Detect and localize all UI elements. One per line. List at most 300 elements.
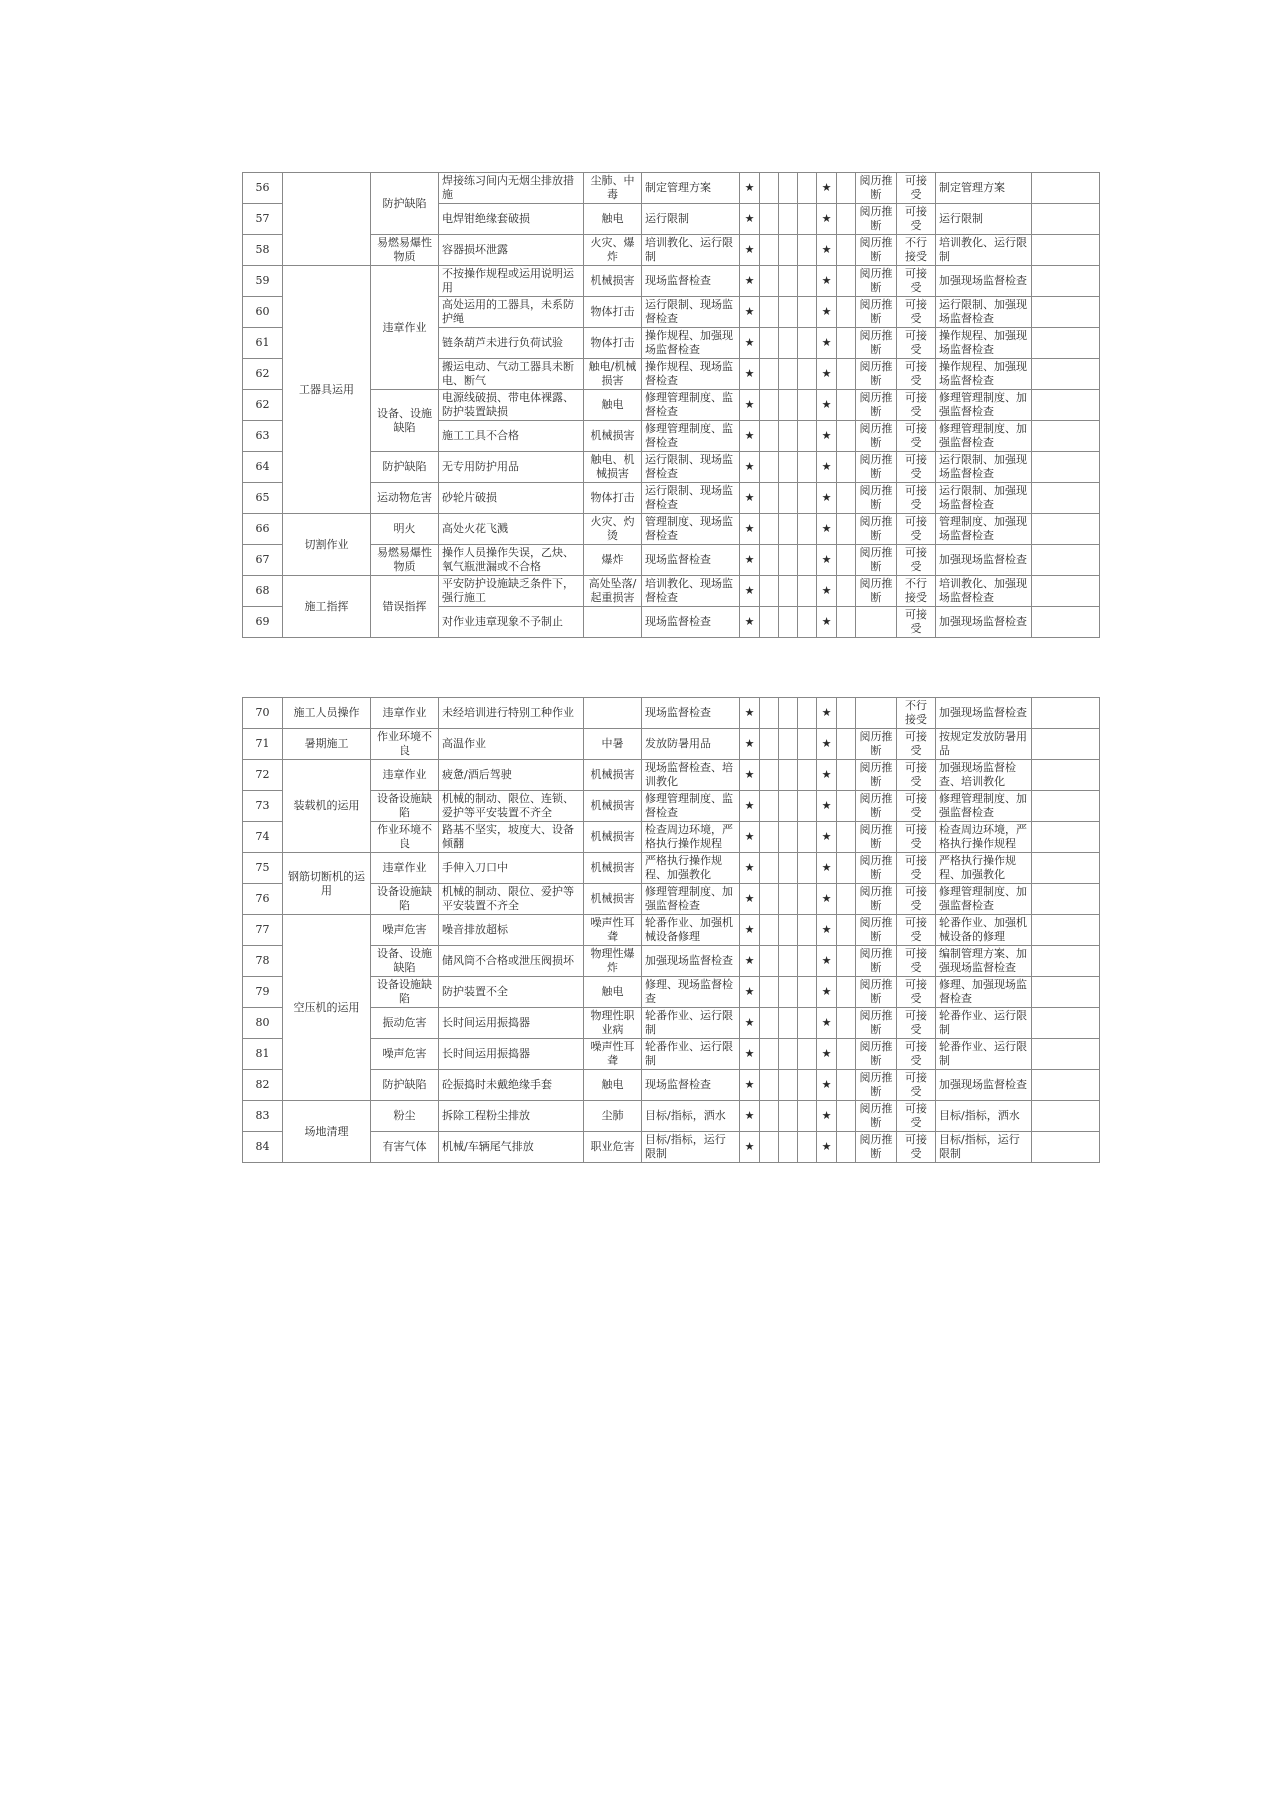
acceptability-cell: 可接受 [897, 915, 936, 946]
possible-consequence-cell: 机械损害 [584, 822, 642, 853]
hazard-description-cell: 噪音排放超标 [439, 915, 584, 946]
risk-level-2-cell [760, 545, 779, 576]
acceptability-cell: 可接受 [897, 1132, 936, 1163]
risk-level-2-cell [760, 328, 779, 359]
evaluation-method-cell: 阅历推断 [856, 1039, 897, 1070]
hazard-type-cell: 明火 [371, 514, 439, 545]
control-measure-cell: 加强现场监督检查 [936, 607, 1032, 638]
risk-level-3-cell [779, 1101, 798, 1132]
hazard-description-cell: 路基不坚实，坡度大、设备倾翻 [439, 822, 584, 853]
evaluation-method-cell [856, 698, 897, 729]
risk-level-4-cell [798, 483, 817, 514]
existing-control-cell: 培训教化、现场监督检查 [642, 576, 740, 607]
evaluation-mark-1-cell: ★ [817, 607, 837, 638]
risk-level-1-cell: ★ [740, 266, 760, 297]
remarks-cell [1032, 1132, 1100, 1163]
risk-level-1-cell: ★ [740, 1008, 760, 1039]
existing-control-cell: 轮番作业、运行限制 [642, 1039, 740, 1070]
control-measure-cell: 运行限制、加强现场监督检查 [936, 452, 1032, 483]
row-number-cell: 81 [243, 1039, 283, 1070]
row-number-cell: 62 [243, 359, 283, 390]
evaluation-mark-2-cell [837, 328, 856, 359]
hazard-type-cell: 违章作业 [371, 266, 439, 390]
possible-consequence-cell: 物体打击 [584, 483, 642, 514]
acceptability-cell: 可接受 [897, 297, 936, 328]
hazard-type-cell: 易燃易爆性物质 [371, 545, 439, 576]
row-number-cell: 77 [243, 915, 283, 946]
hazard-type-cell: 设备设施缺陷 [371, 977, 439, 1008]
remarks-cell [1032, 545, 1100, 576]
evaluation-method-cell: 阅历推断 [856, 791, 897, 822]
possible-consequence-cell: 物理性职业病 [584, 1008, 642, 1039]
evaluation-method-cell: 阅历推断 [856, 1101, 897, 1132]
risk-level-3-cell [779, 452, 798, 483]
hazard-description-cell: 电焊钳绝缘套破损 [439, 204, 584, 235]
risk-level-2-cell [760, 946, 779, 977]
evaluation-method-cell: 阅历推断 [856, 235, 897, 266]
remarks-cell [1032, 884, 1100, 915]
acceptability-cell: 可接受 [897, 822, 936, 853]
row-number-cell: 66 [243, 514, 283, 545]
risk-level-1-cell: ★ [740, 884, 760, 915]
risk-level-1-cell: ★ [740, 576, 760, 607]
acceptability-cell: 可接受 [897, 514, 936, 545]
hazard-type-cell: 运动物危害 [371, 483, 439, 514]
risk-level-4-cell [798, 514, 817, 545]
remarks-cell [1032, 297, 1100, 328]
hazard-description-cell: 机械的制动、限位、连锁、爱护等平安装置不齐全 [439, 791, 584, 822]
control-measure-cell: 运行限制 [936, 204, 1032, 235]
evaluation-mark-1-cell: ★ [817, 1070, 837, 1101]
remarks-cell [1032, 328, 1100, 359]
risk-level-1-cell: ★ [740, 545, 760, 576]
evaluation-method-cell: 阅历推断 [856, 204, 897, 235]
risk-level-4-cell [798, 791, 817, 822]
table-row [243, 915, 1100, 946]
evaluation-mark-1-cell: ★ [817, 1132, 837, 1163]
evaluation-method-cell: 阅历推断 [856, 390, 897, 421]
acceptability-cell: 可接受 [897, 390, 936, 421]
evaluation-mark-1-cell: ★ [817, 297, 837, 328]
risk-level-1-cell: ★ [740, 421, 760, 452]
table-row [243, 266, 1100, 297]
control-measure-cell: 加强现场监督检查、培训教化 [936, 760, 1032, 791]
remarks-cell [1032, 698, 1100, 729]
risk-level-1-cell: ★ [740, 791, 760, 822]
evaluation-mark-2-cell [837, 359, 856, 390]
table-row [243, 977, 1100, 1008]
acceptability-cell: 可接受 [897, 1070, 936, 1101]
remarks-cell [1032, 514, 1100, 545]
activity-cell: 切割作业 [283, 514, 371, 576]
hazard-description-cell: 无专用防护用品 [439, 452, 584, 483]
existing-control-cell: 修理管理制度、监督检查 [642, 791, 740, 822]
possible-consequence-cell: 机械损害 [584, 266, 642, 297]
possible-consequence-cell: 物理性爆炸 [584, 946, 642, 977]
row-number-cell: 56 [243, 173, 283, 204]
hazard-description-cell: 高处火花飞溅 [439, 514, 584, 545]
control-measure-cell: 轮番作业、运行限制 [936, 1039, 1032, 1070]
hazard-description-cell: 对作业违章现象不予制止 [439, 607, 584, 638]
hazard-description-cell: 链条葫芦未进行负荷试验 [439, 328, 584, 359]
evaluation-mark-1-cell: ★ [817, 884, 837, 915]
hazard-description-cell: 高温作业 [439, 729, 584, 760]
control-measure-cell: 修理管理制度、加强监督检查 [936, 791, 1032, 822]
row-number-cell: 76 [243, 884, 283, 915]
evaluation-mark-2-cell [837, 173, 856, 204]
evaluation-mark-2-cell [837, 853, 856, 884]
evaluation-mark-2-cell [837, 235, 856, 266]
row-number-cell: 67 [243, 545, 283, 576]
table-row [243, 884, 1100, 915]
evaluation-mark-1-cell: ★ [817, 173, 837, 204]
hazard-type-cell: 噪声危害 [371, 915, 439, 946]
existing-control-cell: 轮番作业、加强机械设备修理 [642, 915, 740, 946]
possible-consequence-cell: 火灾、爆炸 [584, 235, 642, 266]
risk-level-3-cell [779, 729, 798, 760]
evaluation-mark-1-cell: ★ [817, 545, 837, 576]
existing-control-cell: 制定管理方案 [642, 173, 740, 204]
remarks-cell [1032, 266, 1100, 297]
control-measure-cell: 加强现场监督检查 [936, 266, 1032, 297]
risk-level-4-cell [798, 977, 817, 1008]
row-number-cell: 57 [243, 204, 283, 235]
hazard-type-cell: 设备设施缺陷 [371, 791, 439, 822]
hazard-description-cell: 储风筒不合格或泄压阀损坏 [439, 946, 584, 977]
risk-level-2-cell [760, 884, 779, 915]
evaluation-mark-1-cell: ★ [817, 698, 837, 729]
hazard-type-cell: 作业环境不良 [371, 822, 439, 853]
existing-control-cell: 检查周边环境，严格执行操作规程 [642, 822, 740, 853]
table-row [243, 514, 1100, 545]
evaluation-mark-1-cell: ★ [817, 576, 837, 607]
control-measure-cell: 管理制度、加强现场监督检查 [936, 514, 1032, 545]
existing-control-cell: 培训教化、运行限制 [642, 235, 740, 266]
acceptability-cell: 可接受 [897, 328, 936, 359]
risk-level-4-cell [798, 729, 817, 760]
evaluation-method-cell: 阅历推断 [856, 483, 897, 514]
risk-level-2-cell [760, 173, 779, 204]
evaluation-mark-2-cell [837, 266, 856, 297]
activity-cell: 工器具运用 [283, 266, 371, 514]
risk-level-4-cell [798, 1008, 817, 1039]
risk-level-1-cell: ★ [740, 1101, 760, 1132]
evaluation-mark-1-cell: ★ [817, 822, 837, 853]
row-number-cell: 61 [243, 328, 283, 359]
possible-consequence-cell: 机械损害 [584, 853, 642, 884]
evaluation-mark-2-cell [837, 1132, 856, 1163]
hazard-description-cell: 拆除工程粉尘排放 [439, 1101, 584, 1132]
risk-level-4-cell [798, 1132, 817, 1163]
control-measure-cell: 修理管理制度、加强监督检查 [936, 421, 1032, 452]
evaluation-method-cell: 阅历推断 [856, 514, 897, 545]
evaluation-method-cell: 阅历推断 [856, 760, 897, 791]
risk-level-1-cell: ★ [740, 729, 760, 760]
evaluation-mark-2-cell [837, 421, 856, 452]
risk-level-4-cell [798, 1039, 817, 1070]
risk-level-1-cell: ★ [740, 915, 760, 946]
hazard-type-cell: 有害气体 [371, 1132, 439, 1163]
risk-level-4-cell [798, 266, 817, 297]
evaluation-mark-1-cell: ★ [817, 235, 837, 266]
row-number-cell: 79 [243, 977, 283, 1008]
remarks-cell [1032, 1039, 1100, 1070]
control-measure-cell: 运行限制、加强现场监督检查 [936, 297, 1032, 328]
risk-level-2-cell [760, 266, 779, 297]
risk-level-2-cell [760, 977, 779, 1008]
risk-level-4-cell [798, 1070, 817, 1101]
acceptability-cell: 可接受 [897, 1101, 936, 1132]
risk-level-2-cell [760, 297, 779, 328]
hazard-description-cell: 电源线破损、带电体裸露、防护装置缺损 [439, 390, 584, 421]
risk-level-1-cell: ★ [740, 483, 760, 514]
row-number-cell: 63 [243, 421, 283, 452]
table-row [243, 729, 1100, 760]
control-measure-cell: 操作规程、加强现场监督检查 [936, 359, 1032, 390]
risk-level-1-cell: ★ [740, 977, 760, 1008]
hazard-type-cell: 违章作业 [371, 853, 439, 884]
activity-cell: 钢筋切断机的运用 [283, 853, 371, 915]
row-number-cell: 58 [243, 235, 283, 266]
hazard-description-cell: 未经培训进行特别工种作业 [439, 698, 584, 729]
risk-level-4-cell [798, 698, 817, 729]
possible-consequence-cell [584, 607, 642, 638]
control-measure-cell: 修理、加强现场监督检查 [936, 977, 1032, 1008]
evaluation-mark-1-cell: ★ [817, 421, 837, 452]
risk-level-2-cell [760, 760, 779, 791]
evaluation-mark-2-cell [837, 791, 856, 822]
risk-level-3-cell [779, 822, 798, 853]
risk-level-2-cell [760, 421, 779, 452]
activity-cell: 施工人员操作 [283, 698, 371, 729]
possible-consequence-cell: 触电 [584, 977, 642, 1008]
risk-level-3-cell [779, 545, 798, 576]
possible-consequence-cell: 物体打击 [584, 297, 642, 328]
existing-control-cell: 修理、现场监督检查 [642, 977, 740, 1008]
hazard-description-cell: 操作人员操作失误，乙炔、氧气瓶泄漏或不合格 [439, 545, 584, 576]
acceptability-cell: 可接受 [897, 173, 936, 204]
risk-level-1-cell: ★ [740, 607, 760, 638]
evaluation-mark-2-cell [837, 483, 856, 514]
evaluation-mark-1-cell: ★ [817, 359, 837, 390]
risk-level-3-cell [779, 607, 798, 638]
remarks-cell [1032, 359, 1100, 390]
risk-level-1-cell: ★ [740, 1132, 760, 1163]
row-number-cell: 83 [243, 1101, 283, 1132]
acceptability-cell: 可接受 [897, 977, 936, 1008]
acceptability-cell: 不行接受 [897, 698, 936, 729]
evaluation-method-cell: 阅历推断 [856, 1132, 897, 1163]
risk-level-1-cell: ★ [740, 452, 760, 483]
risk-level-1-cell: ★ [740, 359, 760, 390]
row-number-cell: 62 [243, 390, 283, 421]
possible-consequence-cell: 中暑 [584, 729, 642, 760]
existing-control-cell: 现场监督检查 [642, 545, 740, 576]
remarks-cell [1032, 1008, 1100, 1039]
control-measure-cell: 轮番作业、加强机械设备的修理 [936, 915, 1032, 946]
remarks-cell [1032, 1101, 1100, 1132]
risk-level-3-cell [779, 946, 798, 977]
hazard-type-cell: 错误指挥 [371, 576, 439, 638]
risk-level-4-cell [798, 545, 817, 576]
evaluation-method-cell: 阅历推断 [856, 545, 897, 576]
risk-level-4-cell [798, 1101, 817, 1132]
evaluation-mark-1-cell: ★ [817, 946, 837, 977]
evaluation-method-cell: 阅历推断 [856, 173, 897, 204]
row-number-cell: 82 [243, 1070, 283, 1101]
possible-consequence-cell: 触电 [584, 390, 642, 421]
remarks-cell [1032, 977, 1100, 1008]
hazard-description-cell: 砼振捣时未戴绝缘手套 [439, 1070, 584, 1101]
evaluation-mark-1-cell: ★ [817, 390, 837, 421]
existing-control-cell: 目标/指标，洒水 [642, 1101, 740, 1132]
table-row [243, 946, 1100, 977]
evaluation-method-cell: 阅历推断 [856, 946, 897, 977]
risk-level-4-cell [798, 328, 817, 359]
table-row [243, 791, 1100, 822]
table-row [243, 390, 1100, 421]
row-number-cell: 64 [243, 452, 283, 483]
evaluation-mark-2-cell [837, 977, 856, 1008]
possible-consequence-cell: 尘肺 [584, 1101, 642, 1132]
control-measure-cell: 检查周边环境，严格执行操作规程 [936, 822, 1032, 853]
existing-control-cell: 发放防暑用品 [642, 729, 740, 760]
remarks-cell [1032, 946, 1100, 977]
hazard-type-cell: 防护缺陷 [371, 173, 439, 235]
risk-level-3-cell [779, 853, 798, 884]
risk-level-2-cell [760, 698, 779, 729]
evaluation-mark-2-cell [837, 884, 856, 915]
acceptability-cell: 可接受 [897, 853, 936, 884]
risk-level-4-cell [798, 946, 817, 977]
remarks-cell [1032, 822, 1100, 853]
evaluation-mark-2-cell [837, 822, 856, 853]
activity-cell [283, 173, 371, 266]
remarks-cell [1032, 235, 1100, 266]
table-row [243, 1039, 1100, 1070]
hazard-type-cell: 违章作业 [371, 698, 439, 729]
row-number-cell: 74 [243, 822, 283, 853]
existing-control-cell: 修理管理制度、监督检查 [642, 390, 740, 421]
evaluation-method-cell: 阅历推断 [856, 452, 897, 483]
possible-consequence-cell: 触电/机械损害 [584, 359, 642, 390]
risk-level-3-cell [779, 328, 798, 359]
risk-level-3-cell [779, 698, 798, 729]
evaluation-mark-1-cell: ★ [817, 204, 837, 235]
hazard-description-cell: 长时间运用振捣器 [439, 1008, 584, 1039]
activity-cell: 装载机的运用 [283, 760, 371, 853]
risk-level-4-cell [798, 173, 817, 204]
existing-control-cell: 现场监督检查 [642, 1070, 740, 1101]
risk-level-4-cell [798, 390, 817, 421]
evaluation-method-cell: 阅历推断 [856, 853, 897, 884]
existing-control-cell: 严格执行操作规程、加强教化 [642, 853, 740, 884]
acceptability-cell: 可接受 [897, 1039, 936, 1070]
hazard-type-cell: 防护缺陷 [371, 452, 439, 483]
remarks-cell [1032, 607, 1100, 638]
control-measure-cell: 轮番作业、运行限制 [936, 1008, 1032, 1039]
risk-level-4-cell [798, 297, 817, 328]
remarks-cell [1032, 729, 1100, 760]
evaluation-method-cell: 阅历推断 [856, 822, 897, 853]
acceptability-cell: 不行接受 [897, 235, 936, 266]
risk-level-2-cell [760, 1039, 779, 1070]
remarks-cell [1032, 1070, 1100, 1101]
risk-level-3-cell [779, 204, 798, 235]
risk-level-3-cell [779, 173, 798, 204]
acceptability-cell: 可接受 [897, 266, 936, 297]
control-measure-cell: 编制管理方案、加强现场监督检查 [936, 946, 1032, 977]
risk-level-4-cell [798, 884, 817, 915]
table-row [243, 452, 1100, 483]
row-number-cell: 70 [243, 698, 283, 729]
table-row [243, 1132, 1100, 1163]
control-measure-cell: 操作规程、加强现场监督检查 [936, 328, 1032, 359]
risk-level-2-cell [760, 390, 779, 421]
existing-control-cell: 运行限制、现场监督检查 [642, 452, 740, 483]
risk-level-3-cell [779, 297, 798, 328]
risk-level-1-cell: ★ [740, 235, 760, 266]
risk-level-3-cell [779, 266, 798, 297]
acceptability-cell: 可接受 [897, 884, 936, 915]
risk-table-1 [242, 172, 1100, 638]
control-measure-cell: 培训教化、运行限制 [936, 235, 1032, 266]
hazard-type-cell: 设备、设施缺陷 [371, 390, 439, 452]
acceptability-cell: 不行接受 [897, 576, 936, 607]
hazard-type-cell: 违章作业 [371, 760, 439, 791]
existing-control-cell: 现场监督检查、培训教化 [642, 760, 740, 791]
existing-control-cell: 操作规程、现场监督检查 [642, 359, 740, 390]
row-number-cell: 84 [243, 1132, 283, 1163]
evaluation-mark-2-cell [837, 607, 856, 638]
existing-control-cell: 运行限制、现场监督检查 [642, 483, 740, 514]
hazard-type-cell: 设备、设施缺陷 [371, 946, 439, 977]
hazard-description-cell: 机械的制动、限位、爱护等平安装置不齐全 [439, 884, 584, 915]
table-row [243, 576, 1100, 607]
acceptability-cell: 可接受 [897, 607, 936, 638]
table-row [243, 235, 1100, 266]
control-measure-cell: 加强现场监督检查 [936, 1070, 1032, 1101]
hazard-description-cell: 手伸入刀口中 [439, 853, 584, 884]
risk-level-4-cell [798, 359, 817, 390]
risk-level-4-cell [798, 576, 817, 607]
evaluation-method-cell: 阅历推断 [856, 1008, 897, 1039]
hazard-description-cell: 不按操作规程或运用说明运用 [439, 266, 584, 297]
acceptability-cell: 可接受 [897, 204, 936, 235]
acceptability-cell: 可接受 [897, 452, 936, 483]
hazard-description-cell: 搬运电动、气动工器具未断电、断气 [439, 359, 584, 390]
remarks-cell [1032, 452, 1100, 483]
evaluation-method-cell: 阅历推断 [856, 729, 897, 760]
possible-consequence-cell [584, 698, 642, 729]
evaluation-mark-1-cell: ★ [817, 729, 837, 760]
risk-level-2-cell [760, 791, 779, 822]
row-number-cell: 80 [243, 1008, 283, 1039]
risk-level-1-cell: ★ [740, 698, 760, 729]
remarks-cell [1032, 760, 1100, 791]
evaluation-mark-2-cell [837, 1070, 856, 1101]
risk-level-4-cell [798, 760, 817, 791]
evaluation-method-cell: 阅历推断 [856, 977, 897, 1008]
evaluation-mark-2-cell [837, 514, 856, 545]
hazard-description-cell: 容器损坏泄露 [439, 235, 584, 266]
control-measure-cell: 加强现场监督检查 [936, 698, 1032, 729]
table-row [243, 698, 1100, 729]
activity-cell: 空压机的运用 [283, 915, 371, 1101]
control-measure-cell: 修理管理制度、加强监督检查 [936, 884, 1032, 915]
evaluation-mark-2-cell [837, 1008, 856, 1039]
evaluation-mark-1-cell: ★ [817, 915, 837, 946]
